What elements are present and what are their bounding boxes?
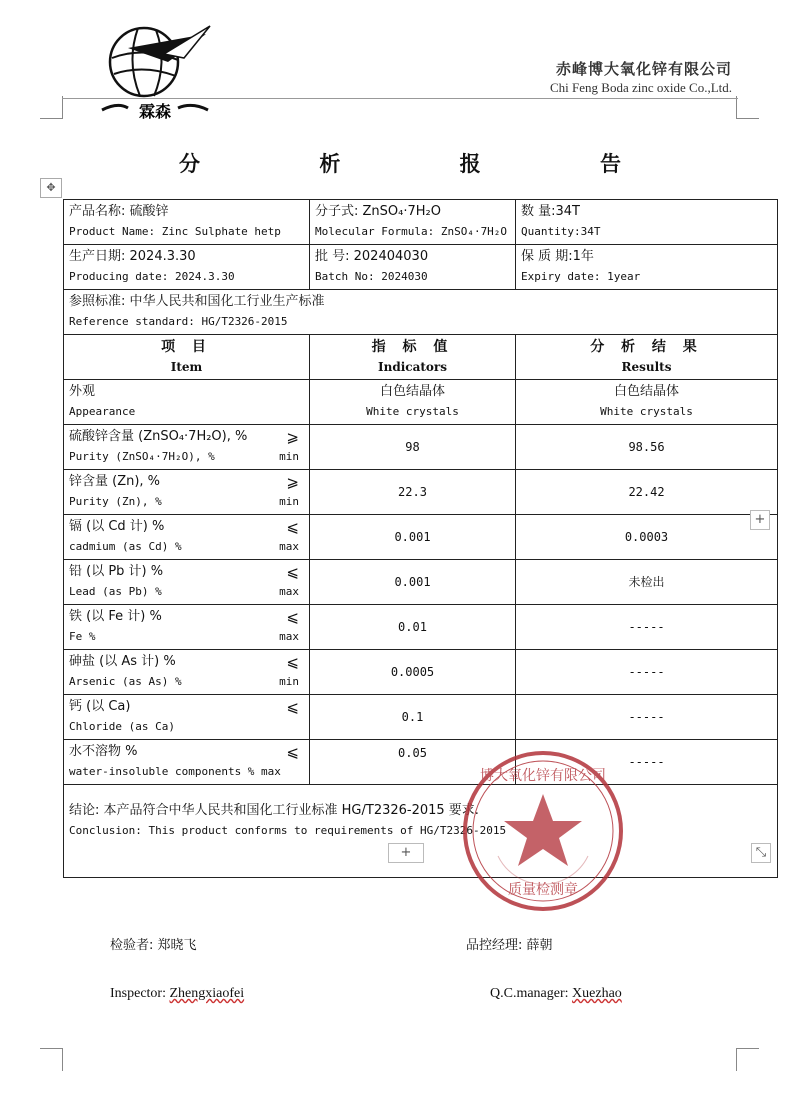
table-row xyxy=(64,515,778,560)
item-name-en: Arsenic (as As) % xyxy=(69,675,182,688)
limit-qualifier: min xyxy=(279,675,299,688)
table-row xyxy=(64,560,778,605)
svg-text:质量检测章: 质量检测章 xyxy=(508,882,578,898)
item-name-en: cadmium (as Cd) % xyxy=(69,540,182,553)
comparison-symbol: ⩽ xyxy=(286,743,299,761)
svg-text:博大氧化锌有限公司: 博大氧化锌有限公司 xyxy=(480,768,606,784)
add-row-button[interactable]: + xyxy=(750,510,770,530)
conclusion-en: Conclusion: This product conforms to requirements of HG/T2326-2015 xyxy=(69,824,507,837)
indicator-value: 0.01 xyxy=(310,605,516,650)
item-name-en: Appearance xyxy=(69,405,136,418)
quantity-en: Quantity:34T xyxy=(521,225,601,238)
header-results-cn: 分 析 结 果 xyxy=(590,339,703,355)
table-row xyxy=(64,650,778,695)
indicator-value-cn: 白色结晶体 xyxy=(379,384,445,399)
company-name-cn: 赤峰博大氧化锌有限公司 xyxy=(555,60,732,78)
expiry-en: Expiry date: 1year xyxy=(521,270,641,283)
item-name-en: Chloride (as Ca) xyxy=(69,720,175,733)
result-value: ----- xyxy=(516,695,778,740)
column-header-row xyxy=(64,335,778,380)
standard-row xyxy=(64,290,778,335)
item-name-cn: 水不溶物 % xyxy=(69,744,138,759)
prod-date-en: Producing date: 2024.3.30 xyxy=(69,270,235,283)
batch-cn: 批 号: 202404030 xyxy=(315,249,429,264)
standard-en: Reference standard: HG/T2326-2015 xyxy=(69,315,288,328)
comparison-symbol: ⩽ xyxy=(286,563,299,581)
conclusion-row xyxy=(64,785,778,878)
limit-qualifier: min xyxy=(279,450,299,463)
result-value: ----- xyxy=(516,740,778,785)
company-logo xyxy=(98,18,218,122)
result-value: 98.56 xyxy=(516,425,778,470)
inspector-label-cn: 检验者: 郑晓飞 xyxy=(110,938,197,953)
table-row xyxy=(64,695,778,740)
indicator-value: 0.001 xyxy=(310,515,516,560)
product-name-cn: 产品名称: 硫酸锌 xyxy=(69,204,169,219)
standard-cn: 参照标准: 中华人民共和国化工行业生产标准 xyxy=(69,294,325,309)
item-name-cn: 锌含量 (Zn), % xyxy=(69,474,161,489)
item-name-cn: 铅 (以 Pb 计) % xyxy=(69,564,164,579)
result-value: ----- xyxy=(516,605,778,650)
batch-en: Batch No: 2024030 xyxy=(315,270,428,283)
item-name-cn: 砷盐 (以 As 计) % xyxy=(69,654,176,669)
indicator-value: 0.1 xyxy=(310,695,516,740)
comparison-symbol: ⩽ xyxy=(286,608,299,626)
prod-date-cn: 生产日期: 2024.3.30 xyxy=(69,249,196,264)
item-name-en: water-insoluble components % max xyxy=(69,765,281,778)
page-corner-bottom-left xyxy=(40,1048,63,1071)
table-row xyxy=(64,380,778,425)
logo-text: 霖森 xyxy=(138,102,172,121)
result-value: 22.42 xyxy=(516,470,778,515)
table-move-handle-icon[interactable]: ✥ xyxy=(40,178,62,198)
item-name-en: Lead (as Pb) % xyxy=(69,585,162,598)
qc-manager-label-en: Q.C.manager: Xuezhao xyxy=(490,986,622,1001)
header-item-cn: 项 目 xyxy=(161,339,212,355)
comparison-symbol: ⩽ xyxy=(286,653,299,671)
item-name-cn: 外观 xyxy=(69,384,96,399)
limit-qualifier: max xyxy=(279,630,299,643)
inspector-label-en: Inspector: Zhengxiaofei xyxy=(110,986,245,1001)
limit-qualifier: max xyxy=(279,540,299,553)
item-name-en: Purity (Zn), % xyxy=(69,495,162,508)
expiry-cn: 保 质 期:1年 xyxy=(521,249,594,264)
result-value-cn: 白色结晶体 xyxy=(613,384,679,399)
indicator-value: 0.05 xyxy=(310,740,516,785)
page-corner-bottom-right xyxy=(736,1048,759,1071)
header-divider xyxy=(62,98,738,99)
page-corner-top-left xyxy=(40,96,63,119)
item-name-cn: 铁 (以 Fe 计) % xyxy=(69,609,162,624)
page-corner-top-right xyxy=(736,96,759,119)
item-name-cn: 硫酸锌含量 (ZnSO₄·7H₂O), % xyxy=(69,429,248,444)
formula-cn: 分子式: ZnSO₄·7H₂O xyxy=(315,204,441,219)
quantity-cn: 数 量:34T xyxy=(521,204,580,219)
info-row-1 xyxy=(64,200,778,245)
report-title: 分 析 报 告 xyxy=(179,152,677,176)
company-seal xyxy=(458,746,628,916)
indicator-value-en: White crystals xyxy=(366,405,459,418)
item-name-en: Purity (ZnSO₄·7H₂O), % xyxy=(69,450,215,463)
indicator-value: 0.001 xyxy=(310,560,516,605)
result-value: 未检出 xyxy=(516,560,778,605)
result-value: 0.0003 xyxy=(516,515,778,560)
header-results-en: Results xyxy=(621,360,672,374)
table-row xyxy=(64,605,778,650)
formula-en: Molecular Formula: ZnSO₄·7H₂O xyxy=(315,225,508,238)
company-name-en: Chi Feng Boda zinc oxide Co.,Ltd. xyxy=(550,80,732,95)
item-name-en: Fe % xyxy=(69,630,96,643)
comparison-symbol: ⩾ xyxy=(286,473,299,491)
header-item-en: Item xyxy=(170,360,203,374)
comparison-symbol: ⩽ xyxy=(286,698,299,716)
comparison-symbol: ⩽ xyxy=(286,518,299,536)
limit-qualifier: max xyxy=(279,585,299,598)
analysis-table xyxy=(63,199,778,878)
result-value: ----- xyxy=(516,650,778,695)
result-value-en: White crystals xyxy=(600,405,693,418)
conclusion-cn: 结论: 本产品符合中华人民共和国化工行业标准 HG/T2326-2015 要求. xyxy=(69,803,479,818)
indicator-value: 98 xyxy=(310,425,516,470)
item-name-cn: 镉 (以 Cd 计) % xyxy=(69,519,165,534)
comparison-symbol: ⩾ xyxy=(286,428,299,446)
add-row-below-button[interactable]: + xyxy=(388,843,424,863)
qc-manager-label-cn: 品控经理: 薛朝 xyxy=(466,938,553,953)
resize-table-handle-icon[interactable]: ⤡ xyxy=(751,843,771,863)
header-indicators-cn: 指 标 值 xyxy=(371,339,454,355)
product-name-en: Product Name: Zinc Sulphate hetp xyxy=(69,225,281,238)
table-row xyxy=(64,740,778,785)
indicator-value: 22.3 xyxy=(310,470,516,515)
header-indicators-en: Indicators xyxy=(378,360,447,374)
limit-qualifier: min xyxy=(279,495,299,508)
table-row xyxy=(64,425,778,470)
table-row xyxy=(64,470,778,515)
indicator-value: 0.0005 xyxy=(310,650,516,695)
info-row-2 xyxy=(64,245,778,290)
item-name-cn: 钙 (以 Ca) xyxy=(69,699,131,714)
